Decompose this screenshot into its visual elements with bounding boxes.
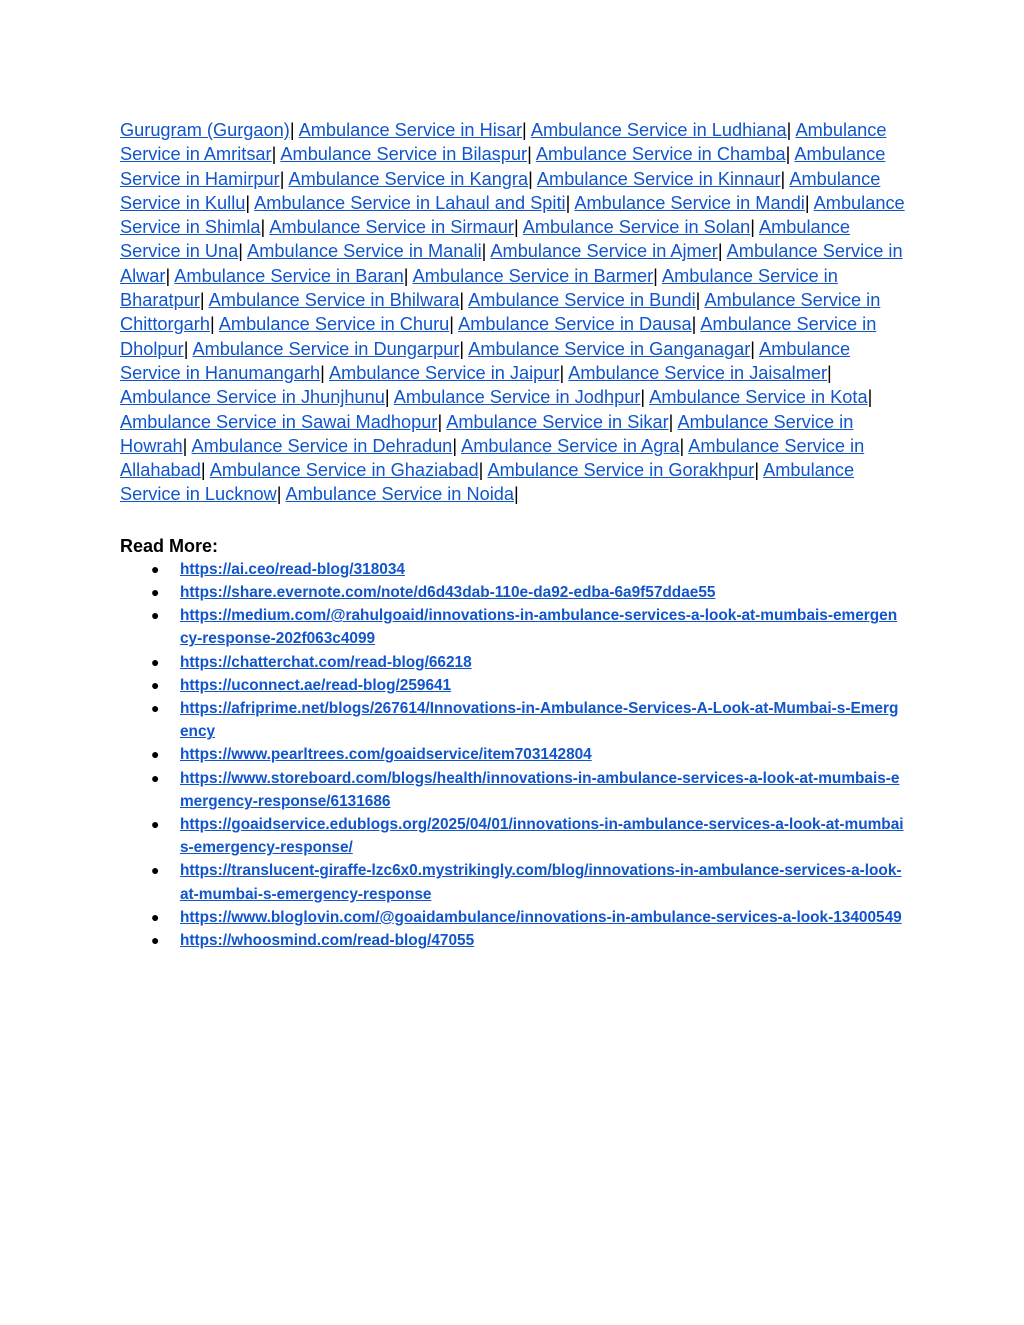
ambulance-service-link[interactable]: Ambulance Service in Ganganagar: [468, 338, 751, 359]
bullet-icon: ●: [151, 560, 160, 577]
read-more-item: [120, 743, 905, 766]
ambulance-service-link[interactable]: Ambulance Service in Solan: [522, 217, 751, 238]
ambulance-service-link[interactable]: Ambulance Service in Baran: [174, 265, 404, 286]
ambulance-service-link[interactable]: Ambulance Service in Bhilwara: [208, 290, 460, 311]
link-separator: |: [245, 192, 251, 213]
ambulance-service-link[interactable]: Ambulance Service in Kinnaur: [536, 168, 781, 189]
read-more-link[interactable]: https://uconnect.ae/read-blog/259641: [180, 676, 452, 694]
link-separator: |: [183, 338, 189, 359]
link-separator: |: [481, 241, 487, 262]
link-separator: |: [668, 411, 674, 432]
link-separator: |: [289, 120, 295, 140]
bullet-icon: ●: [151, 746, 160, 763]
ambulance-service-link[interactable]: Ambulance Service in Agra: [461, 435, 680, 456]
link-separator: |: [200, 460, 206, 481]
read-more-link[interactable]: https://www.bloglovin.com/@goaidambulance/innovations-in-ambulance-services-a-look-13400549: [180, 908, 902, 926]
ambulance-service-link[interactable]: Ambulance Service in Alwar: [120, 241, 903, 286]
ambulance-service-link[interactable]: Ambulance Service in Jodhpur: [393, 387, 641, 408]
read-more-item: [120, 859, 905, 905]
ambulance-service-link[interactable]: Gurugram (Gurgaon): [120, 120, 290, 140]
ambulance-service-link[interactable]: Ambulance Service in Hisar: [298, 120, 523, 140]
bullet-icon: ●: [151, 862, 160, 879]
link-separator: |: [867, 387, 873, 408]
link-separator: |: [695, 290, 701, 311]
read-more-heading: Read More:: [120, 535, 219, 556]
link-separator: |: [384, 387, 390, 408]
ambulance-service-link[interactable]: Ambulance Service in Bundi: [468, 290, 696, 311]
read-more-item: [120, 651, 905, 674]
ambulance-service-link[interactable]: Ambulance Service in Chittorgarh: [120, 290, 881, 335]
link-separator: |: [640, 387, 646, 408]
link-separator: |: [320, 362, 325, 383]
ambulance-service-link[interactable]: Ambulance Service in Dholpur: [120, 314, 877, 359]
link-separator: |: [750, 338, 755, 359]
ambulance-service-link[interactable]: Ambulance Service in Jhunjhunu: [120, 387, 385, 408]
link-separator: |: [528, 168, 533, 189]
link-separator: |: [653, 265, 658, 286]
link-separator: |: [754, 460, 760, 481]
ambulance-service-link[interactable]: Ambulance Service in Ajmer: [490, 241, 718, 262]
ambulance-service-link[interactable]: Ambulance Service in Churu: [218, 314, 450, 335]
ambulance-service-link[interactable]: Ambulance Service in Sawai Madhopur: [120, 411, 438, 432]
ambulance-service-link[interactable]: Ambulance Service in Noida: [285, 484, 514, 505]
ambulance-service-link[interactable]: Ambulance Service in Shimla: [120, 192, 905, 238]
ambulance-service-link[interactable]: Ambulance Service in Lahaul and Spiti: [254, 192, 566, 213]
read-more-link[interactable]: https://ai.ceo/read-blog/318034: [180, 560, 405, 578]
ambulance-service-link[interactable]: Ambulance Service in Kullu: [120, 168, 881, 213]
read-more-item: [120, 697, 905, 743]
ambulance-service-link[interactable]: Ambulance Service in Dungarpur: [192, 338, 460, 359]
link-separator: |: [452, 435, 458, 456]
read-more-link[interactable]: https://chatterchat.com/read-blog/66218: [180, 653, 472, 671]
link-separator: |: [238, 241, 244, 262]
ambulance-service-link[interactable]: Ambulance Service in Jaipur: [328, 362, 560, 383]
ambulance-service-link[interactable]: Ambulance Service in Mandi: [574, 192, 805, 213]
read-more-item: [120, 674, 905, 697]
ambulance-service-link[interactable]: Ambulance Service in Bharatpur: [120, 265, 838, 311]
bullet-icon: ●: [151, 815, 160, 832]
link-separator: |: [459, 338, 465, 359]
link-separator: |: [403, 265, 409, 286]
link-separator: |: [679, 435, 685, 456]
read-more-link[interactable]: https://translucent-giraffe-lzc6x0.mystrikingly.com/blog/innovations-in-ambulance-services-a-look-at-mumbai-s-emergency-response: [180, 862, 902, 903]
ambulance-service-link[interactable]: Ambulance Service in Kangra: [288, 168, 529, 189]
link-separator: |: [691, 314, 697, 335]
ambulance-service-link[interactable]: Ambulance Service in Jaisalmer: [568, 362, 828, 383]
link-separator: |: [271, 144, 277, 165]
ambulance-service-link[interactable]: Ambulance Service in Allahabad: [120, 435, 865, 481]
link-separator: |: [522, 120, 527, 140]
bullet-icon: ●: [151, 932, 160, 948]
ambulance-links-paragraph: [120, 118, 905, 507]
ambulance-service-link[interactable]: Ambulance Service in Dausa: [458, 314, 692, 335]
read-more-item: [120, 929, 905, 952]
link-separator: |: [182, 435, 188, 456]
ambulance-service-link[interactable]: Ambulance Service in Chamba: [535, 144, 786, 165]
ambulance-service-link[interactable]: Ambulance Service in Sirmaur: [269, 217, 514, 238]
link-separator: |: [459, 290, 465, 311]
read-more-link[interactable]: https://afriprime.net/blogs/267614/Innovations-in-Ambulance-Services-A-Look-at-Mumbai-s-Emergency: [180, 699, 899, 741]
read-more-item: [120, 906, 905, 929]
read-more-link[interactable]: https://goaidservice.edublogs.org/2025/04/01/innovations-in-ambulance-services-a-look-at-mumbais-emergency-response/: [180, 815, 904, 857]
read-more-item: [120, 767, 905, 813]
read-more-link[interactable]: https://medium.com/@rahulgoaid/innovations-in-ambulance-services-a-look-at-mumbais-emergency-response-202f063c4099: [180, 607, 898, 648]
ambulance-service-link[interactable]: Ambulance Service in Lucknow: [120, 460, 855, 505]
ambulance-service-link[interactable]: Ambulance Service in Kota: [649, 387, 868, 408]
link-separator: |: [827, 362, 832, 383]
read-more-link[interactable]: https://www.pearltrees.com/goaidservice/item703142804: [180, 746, 592, 764]
bullet-icon: ●: [151, 769, 160, 786]
link-separator: |: [279, 168, 285, 189]
link-separator: |: [565, 192, 571, 213]
ambulance-service-link[interactable]: Ambulance Service in Ludhiana: [530, 120, 787, 140]
read-more-item: [120, 558, 905, 581]
link-separator: |: [785, 144, 791, 165]
document-page: [120, 118, 905, 952]
link-separator: |: [750, 217, 755, 238]
link-separator: |: [478, 460, 484, 481]
read-more-item: [120, 813, 905, 859]
link-separator: |: [276, 484, 282, 505]
bullet-icon: ●: [151, 699, 160, 716]
ambulance-service-link[interactable]: Ambulance Service in Hanumangarh: [120, 338, 851, 383]
ambulance-service-link[interactable]: Ambulance Service in Manali: [247, 241, 482, 262]
ambulance-service-link[interactable]: Ambulance Service in Barmer: [412, 265, 654, 286]
link-separator: |: [199, 290, 205, 311]
ambulance-service-link[interactable]: Ambulance Service in Gorakhpur: [487, 460, 755, 481]
ambulance-service-link[interactable]: Ambulance Service in Una: [120, 217, 850, 262]
read-more-link[interactable]: https://whoosmind.com/read-blog/47055: [180, 932, 475, 949]
bullet-icon: ●: [151, 607, 160, 624]
read-more-item: [120, 581, 905, 604]
link-separator: |: [786, 120, 792, 140]
link-separator: |: [513, 484, 519, 505]
read-more-link[interactable]: https://www.storeboard.com/blogs/health/innovations-in-ambulance-services-a-look-at-mumbais-emergency-response/6131686: [180, 769, 900, 810]
read-more-item: [120, 604, 905, 650]
ambulance-service-link[interactable]: Ambulance Service in Hamirpur: [120, 144, 886, 189]
link-separator: |: [209, 314, 215, 335]
ambulance-service-link[interactable]: Ambulance Service in Amritsar: [120, 120, 887, 165]
bullet-icon: ●: [151, 583, 160, 600]
ambulance-service-link[interactable]: Ambulance Service in Dehradun: [191, 435, 453, 456]
bullet-icon: ●: [151, 676, 160, 693]
link-separator: |: [780, 168, 786, 189]
link-separator: |: [260, 217, 266, 238]
bullet-icon: ●: [151, 908, 160, 925]
link-separator: |: [717, 241, 723, 262]
ambulance-service-link[interactable]: Ambulance Service in Bilaspur: [280, 144, 528, 165]
link-separator: |: [513, 217, 519, 238]
link-separator: |: [437, 411, 443, 432]
bullet-icon: ●: [151, 653, 160, 670]
link-separator: |: [804, 192, 810, 213]
ambulance-service-link[interactable]: Ambulance Service in Howrah: [120, 411, 854, 456]
link-separator: |: [449, 314, 455, 335]
link-separator: |: [527, 144, 532, 165]
ambulance-service-link[interactable]: Ambulance Service in Ghaziabad: [209, 460, 479, 481]
ambulance-service-link[interactable]: Ambulance Service in Sikar: [446, 411, 669, 432]
link-separator: |: [165, 265, 171, 286]
read-more-link[interactable]: https://share.evernote.com/note/d6d43dab-110e-da92-edba-6a9f57ddae55: [180, 583, 716, 601]
read-more-list: [120, 558, 905, 952]
link-separator: |: [559, 362, 565, 383]
